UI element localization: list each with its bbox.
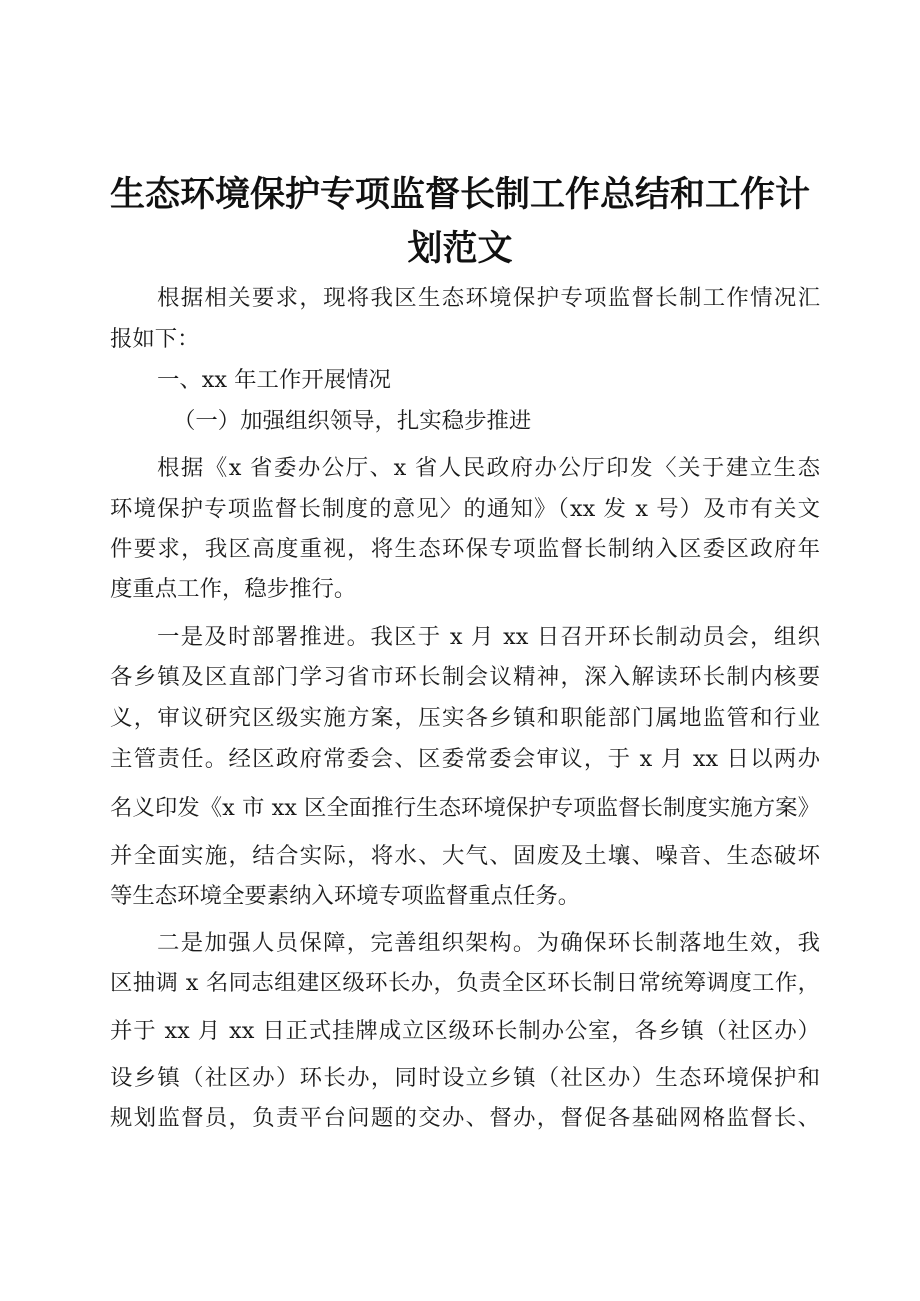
paragraph-3-line-3: 并于 xx 月 xx 日正式挂牌成立区级环长制办公室，各乡镇（社区办） xyxy=(110,1018,820,1044)
paragraph-3-line-4: 设乡镇（社区办）环长办，同时设立乡镇（社区办）生态环境保护和 xyxy=(110,1065,820,1091)
paragraph-1-line-4: 度重点工作，稳步推行。 xyxy=(110,576,357,602)
paragraph-1-line-3: 件要求，我区高度重视，将生态环保专项监督长制纳入区委区政府年 xyxy=(110,536,820,562)
title-line-1: 生态环境保护专项监督长制工作总结和工作计 xyxy=(109,175,810,215)
paragraph-2-line-4: 主管责任。经区政府常委会、区委常委会审议，于 x 月 xx 日以两办 xyxy=(110,746,820,772)
document-title xyxy=(100,168,820,276)
paragraph-3-line-1: 二是加强人员保障，完善组织架构。为确保环长制落地生效，我 xyxy=(157,930,820,956)
section-heading: 一、xx 年工作开展情况 xyxy=(157,367,391,393)
paragraph-2-line-2: 各乡镇及区直部门学习省市环长制会议精神，深入解读环长制内核要 xyxy=(110,664,820,690)
paragraph-2-line-7: 等生态环境全要素纳入环境专项监督重点任务。 xyxy=(110,883,581,909)
title-line-2: 划范文 xyxy=(407,229,513,269)
paragraph-2-line-1: 一是及时部署推进。我区于 x 月 xx 日召开环长制动员会，组织 xyxy=(157,624,820,650)
paragraph-2-line-5: 名义印发《x 市 xx 区全面推行生态环境保护专项监督长制度实施方案》 xyxy=(110,795,820,821)
paragraph-2-line-6: 并全面实施，结合实际，将水、大气、固废及土壤、噪音、生态破坏 xyxy=(110,843,820,869)
paragraph-intro-line-2: 报如下： xyxy=(110,326,200,352)
paragraph-3-line-2: 区抽调 x 名同志组建区级环长办，负责全区环长制日常统筹调度工作， xyxy=(110,970,820,996)
paragraph-1-line-1: 根据《x 省委办公厅、x 省人民政府办公厅印发〈关于建立生态 xyxy=(157,455,820,481)
paragraph-3-line-5: 规划监督员，负责平台问题的交办、督办，督促各基础网格监督长、 xyxy=(110,1105,820,1131)
section-subheading: （一）加强组织领导，扎实稳步推进 xyxy=(173,408,532,434)
paragraph-1-line-2: 环境保护专项监督长制度的意见〉的通知》（xx 发 x 号）及市有关文 xyxy=(110,496,820,522)
paragraph-2-line-3: 义，审议研究区级实施方案，压实各乡镇和职能部门属地监管和行业 xyxy=(110,705,820,731)
paragraph-intro-line-1: 根据相关要求，现将我区生态环境保护专项监督长制工作情况汇 xyxy=(157,285,820,311)
